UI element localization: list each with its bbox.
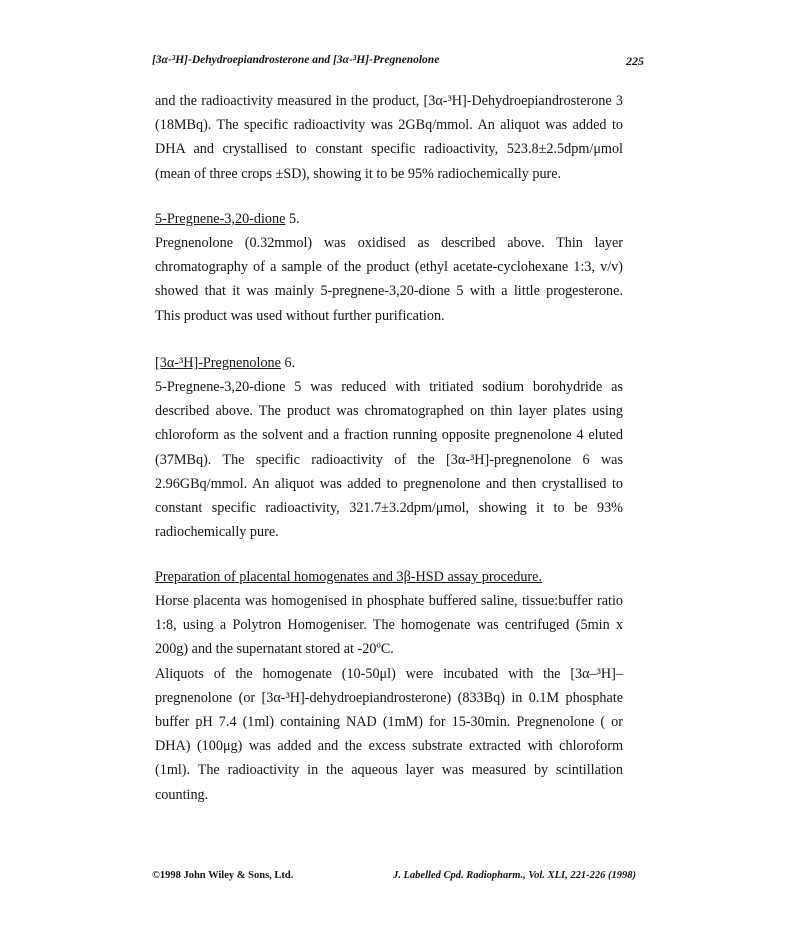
text-line: 1:8, using a Polytron Homogeniser. The homogenate was centrifuged (5min x <box>155 617 623 634</box>
running-title: [3α-³H]-Dehydroepiandrosterone and [3α-³H]-Pregnenolone <box>152 54 440 66</box>
text-line: 200g) and the supernatant stored at -20ºC. <box>155 641 394 658</box>
section-heading-placental-assay <box>155 569 542 586</box>
section-heading-tritiated-pregnenolone <box>155 355 295 372</box>
text-line: buffer pH 7.4 (1ml) containing NAD (1mM) for 15-30min. Pregnenolone ( or <box>155 713 623 730</box>
page-number: 225 <box>626 54 644 68</box>
text-line: (mean of three crops ±SD), showing it to be 95% radiochemically pure. <box>155 165 562 182</box>
heading-text: [3α-³H]-Pregnenolone <box>155 355 281 371</box>
heading-compound-ref: 6. <box>284 355 296 371</box>
text-line: Pregnenolone (0.32mmol) was oxidised as described above. Thin layer <box>155 235 623 251</box>
heading-text: 5-Pregnene-3,20-dione <box>155 211 286 227</box>
text-line: 2.96GBq/mmol. An aliquot was added to pregnenolone and then crystallised to <box>155 475 623 492</box>
text-line: chromatography of a sample of the product (ethyl acetate-cyclohexane 1:3, v/v) <box>155 259 623 276</box>
text-line: Horse placenta was homogenised in phosphate buffered saline, tissue:buffer ratio <box>155 593 623 609</box>
paragraph-dha-product <box>155 89 623 186</box>
paragraph-placental-assay <box>155 589 623 807</box>
text-line: DHA and crystallised to constant specific radioactivity, 523.8±2.5dpm/μmol <box>155 141 623 158</box>
journal-citation: J. Labelled Cpd. Radiopharm., Vol. XLI, 221-226 (1998) <box>393 870 636 881</box>
text-line: DHA) (100μg) was added and the excess substrate extracted with chloroform <box>155 738 623 755</box>
text-line: constant specific radioactivity, 321.7±3.2dpm/μmol, showing it to be 93% <box>155 499 623 516</box>
text-line: (37MBq). The specific radioactivity of the [3α-³H]-pregnenolone 6 was <box>155 451 623 468</box>
text-line: counting. <box>155 786 209 803</box>
heading-compound-ref: 5. <box>288 211 300 227</box>
text-line: 5-Pregnene-3,20-dione 5 was reduced with tritiated sodium borohydride as <box>155 379 623 395</box>
paragraph-pregnenedione <box>155 231 623 328</box>
text-line: described above. The product was chromatographed on thin layer plates using <box>155 403 623 420</box>
text-line: pregnenolone (or [3α-³H]-dehydroepiandrosterone) (833Bq) in 0.1M phosphate <box>155 689 623 706</box>
text-line: Aliquots of the homogenate (10-50μl) were incubated with the [3α–³H]– <box>155 665 623 682</box>
text-line: (18MBq). The specific radioactivity was 2GBq/mmol. An aliquot was added to <box>155 117 623 134</box>
text-line: showed that it was mainly 5-pregnene-3,20-dione 5 with a little progesterone. <box>155 283 623 300</box>
text-line: chloroform as the solvent and a fraction running opposite pregnenolone 4 eluted <box>155 427 623 444</box>
heading-text: Preparation of placental homogenates and 3β-HSD assay procedure. <box>155 569 542 585</box>
paragraph-tritiated-pregnenolone <box>155 375 623 544</box>
text-line: This product was used without further purification. <box>155 307 445 324</box>
text-line: and the radioactivity measured in the product, [3α-³H]-Dehydroepiandrosterone 3 <box>155 93 623 109</box>
copyright-notice: ©1998 John Wiley & Sons, Ltd. <box>152 870 294 881</box>
text-line: radiochemically pure. <box>155 524 279 541</box>
section-heading-pregnenedione <box>155 211 300 228</box>
text-line: (1ml). The radioactivity in the aqueous layer was measured by scintillation <box>155 762 623 779</box>
